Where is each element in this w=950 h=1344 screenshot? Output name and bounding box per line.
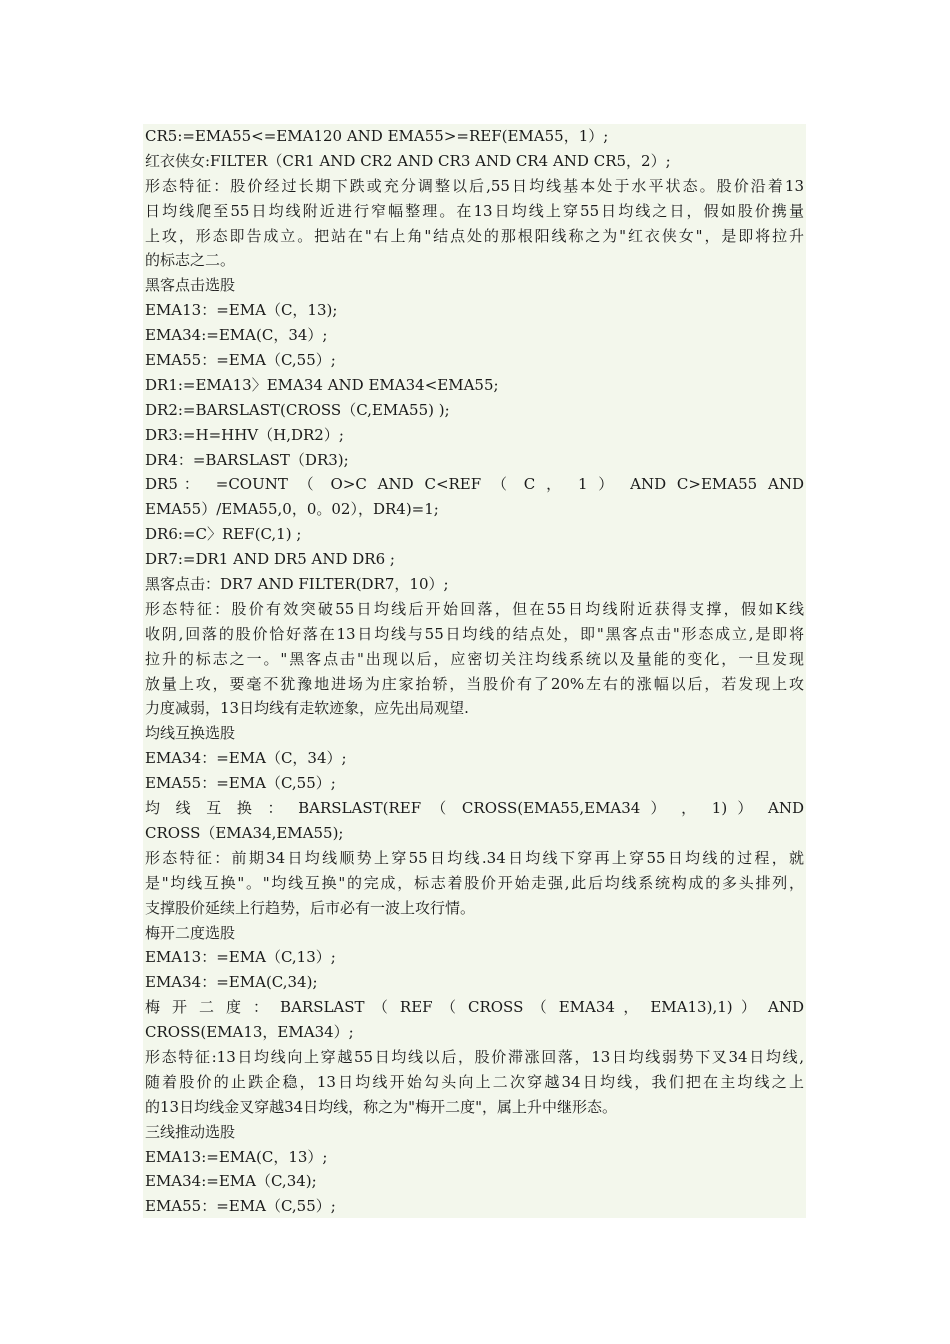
text-line: DR7:=DR1 AND DR5 AND DR6 ;	[145, 550, 395, 569]
text-line: EMA34:=EMA（C,34);	[145, 1172, 317, 1191]
text-line: 黑客点击：DR7 AND FILTER(DR7，10）;	[145, 575, 449, 594]
text-line: EMA13:=EMA(C，13）;	[145, 1147, 328, 1166]
text-line: 梅开二度选股	[145, 923, 236, 942]
text-line: 上攻，形态即告成立。把站在"右上角"结点处的那根阳线称之为"红衣侠女"，是即将拉升	[145, 226, 804, 245]
text-line: 形态特征：股价有效突破55日均线后开始回落，但在55日均线附近获得支撑，假如K线	[145, 599, 804, 618]
text-line: 拉升的标志之一。"黑客点击"出现以后，应密切关注均线系统以及量能的变化，一旦发现	[145, 649, 804, 668]
text-line: 收阴,回落的股价恰好落在13日均线与55日均线的结点处，即"黑客点击"形态成立,是即将	[145, 624, 804, 643]
document-content	[143, 124, 806, 1218]
text-line: 形态特征:13日均线向上穿越55日均线以后，股价滞涨回落，13日均线弱势下叉34日均线,	[145, 1047, 804, 1066]
text-line: 的标志之二。	[145, 251, 236, 270]
text-line: EMA55）/EMA55,0，0。02），DR4)=1;	[145, 500, 439, 519]
text-line: 均 线 互 换 ： BARSLAST(REF （ CROSS(EMA55,EMA34 ） ， 1) ） AND	[145, 799, 804, 818]
text-line: DR6:=C〉REF(C,1) ;	[145, 525, 302, 544]
text-line: DR4：=BARSLAST（DR3);	[145, 450, 349, 469]
text-line: CROSS(EMA13，EMA34）;	[145, 1023, 354, 1042]
text-line: 形态特征：股价经过长期下跌或充分调整以后,55日均线基本处于水平状态。股价沿着13	[145, 176, 804, 195]
text-line: EMA34:=EMA(C，34）;	[145, 326, 328, 345]
text-line: DR5： =COUNT （ O>C AND C<REF （ C ， 1 ） AND C>EMA55 AND	[145, 475, 804, 494]
text-line: EMA55：=EMA（C,55）;	[145, 774, 336, 793]
text-line: 是"均线互换"。"均线互换"的完成，标志着股价开始走强,此后均线系统构成的多头排列，	[145, 873, 804, 892]
text-line: EMA13：=EMA（C,13）;	[145, 948, 336, 967]
text-line: 形态特征：前期34日均线顺势上穿55日均线.34日均线下穿再上穿55日均线的过程，就	[145, 848, 804, 867]
text-line: 支撑股价延续上行趋势，后市必有一波上攻行情。	[145, 898, 476, 917]
text-line: 日均线爬至55日均线附近进行窄幅整理。在13日均线上穿55日均线之日，假如股价携量	[145, 201, 804, 220]
text-line: 随着股价的止跌企稳，13日均线开始勾头向上二次穿越34日均线，我们把在主均线之上	[145, 1072, 804, 1091]
text-line: DR2:=BARSLAST(CROSS（C,EMA55) );	[145, 400, 450, 419]
text-line: 的13日均线金叉穿越34日均线，称之为"梅开二度"，属上升中继形态。	[145, 1097, 617, 1116]
text-line: 梅 开 二 度 ： BARSLAST （ REF （ CROSS （ EMA34 ， EMA13),1) ） AND	[145, 998, 804, 1017]
text-line: 黑客点击选股	[145, 276, 236, 295]
text-line: DR3:=H=HHV（H,DR2）;	[145, 425, 344, 444]
text-line: EMA34：=EMA(C,34);	[145, 973, 318, 992]
text-line: CR5:=EMA55<=EMA120 AND EMA55>=REF(EMA55，1）;	[145, 127, 609, 145]
text-line: 放量上攻，要毫不犹豫地进场为庄家抬轿，当股价有了20%左右的涨幅以后，若发现上攻	[145, 674, 804, 693]
text-line: DR1:=EMA13〉EMA34 AND EMA34<EMA55;	[145, 375, 499, 394]
text-line: EMA55：=EMA（C,55）;	[145, 351, 336, 370]
text-line: EMA13：=EMA（C，13);	[145, 301, 338, 320]
text-line: EMA34：=EMA（C，34）;	[145, 749, 347, 768]
text-line: 均线互换选股	[145, 724, 236, 743]
text-line: EMA55：=EMA（C,55）;	[145, 1197, 336, 1216]
text-line: 三线推动选股	[145, 1122, 236, 1141]
text-line: 红衣侠女:FILTER（CR1 AND CR2 AND CR3 AND CR4 AND CR5，2）;	[145, 151, 671, 170]
text-line: 力度减弱，13日均线有走软迹象，应先出局观望.	[145, 699, 469, 718]
text-line: CROSS（EMA34,EMA55);	[145, 823, 344, 842]
